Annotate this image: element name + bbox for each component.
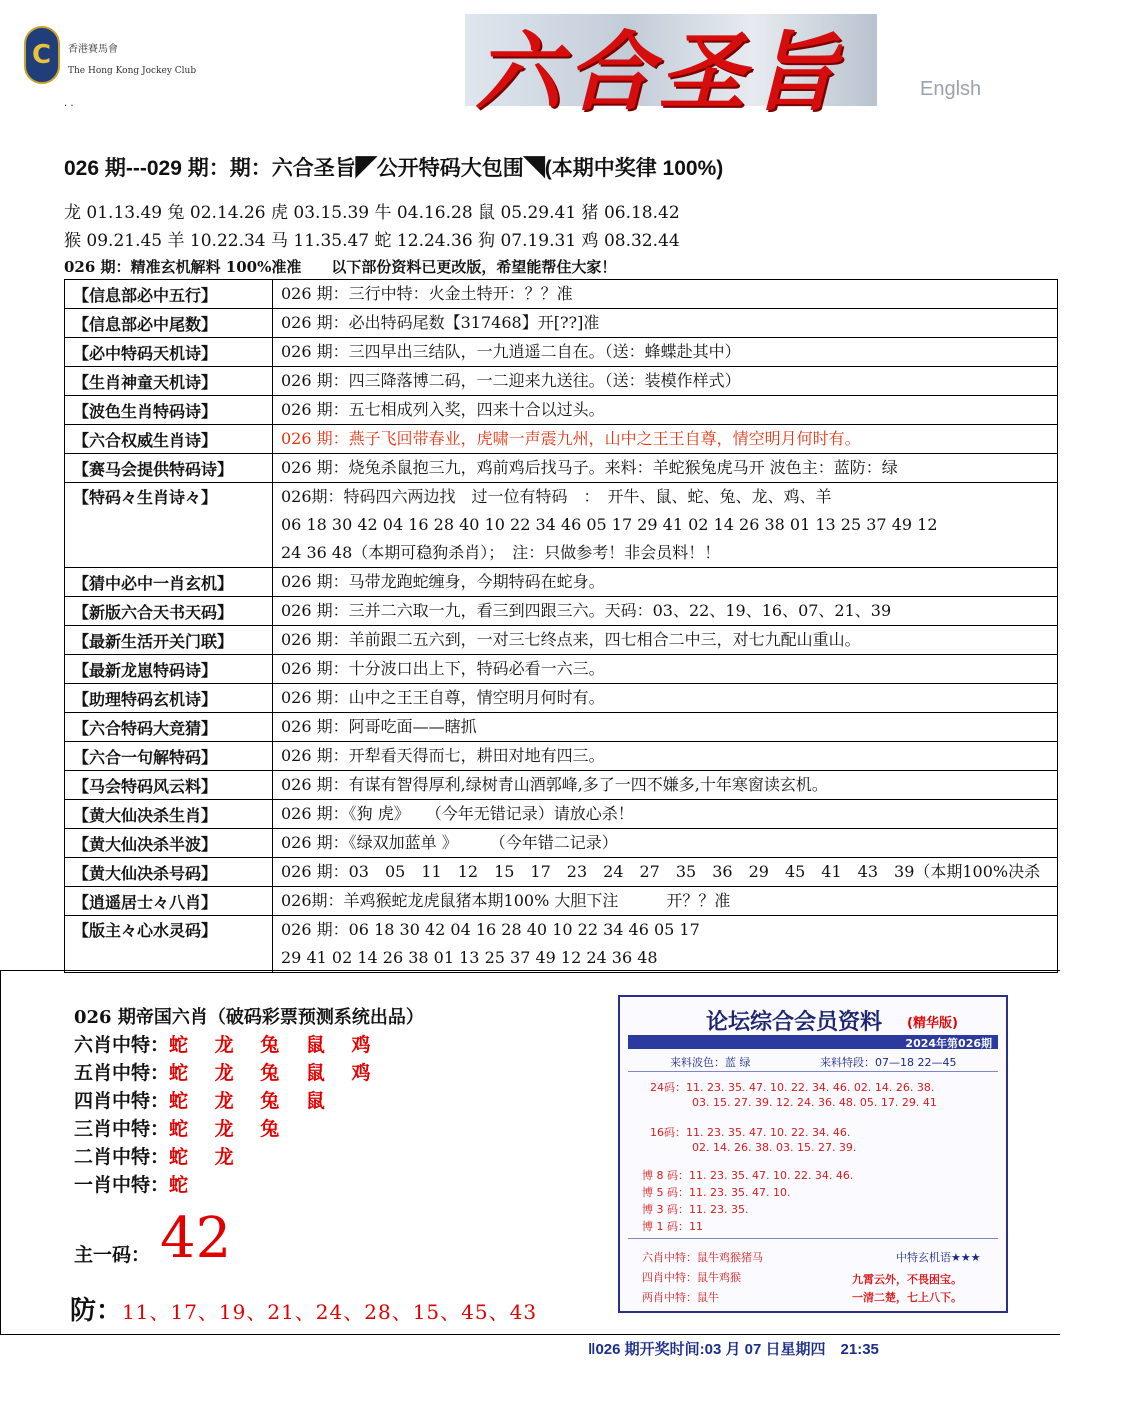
row-label: 【逍遥居士々八肖】	[65, 887, 273, 916]
card-title: 论坛综合会员资料	[706, 1010, 883, 1035]
row-content-line: 06 18 30 42 04 16 28 40 10 22 34 46 05 17 29 41 02 14 26 38 01 13 25 37 49 12	[281, 515, 938, 534]
main-number-label: 主一码：	[74, 1244, 151, 1266]
card-divider	[628, 1238, 998, 1239]
row-label: 【赛马会提供特码诗】	[65, 454, 273, 483]
card-16-a	[650, 1124, 850, 1140]
six-row-value: 蛇 龙	[169, 1146, 244, 1168]
six-row	[74, 1058, 380, 1085]
row-label: 【版主々心水灵码】	[65, 916, 273, 973]
row-content: 026 期：山中之王王自尊，情空明月何时有。	[273, 684, 1058, 713]
six-row-label: 四肖中特：	[74, 1090, 170, 1112]
six-zodiac-title: 026 期帝国六肖（破码彩票预测系统出品）	[74, 1007, 424, 1028]
six-row-value: 蛇 龙 兔 鼠 鸡	[169, 1034, 381, 1056]
row-content: 026 期：马带龙跑蛇缠身，今期特码在蛇身。	[273, 568, 1058, 597]
card-divider	[628, 1071, 998, 1072]
row-label: 【黄大仙决杀生肖】	[65, 800, 273, 829]
row-content: 026 期：《狗 虎》 （今年无错记录）请放心杀！	[273, 800, 1058, 829]
row-content: 026 期：五七相成列入奖，四来十合以过头。	[273, 396, 1058, 425]
row-label: 【六合特码大竞猜】	[65, 713, 273, 742]
table-row	[65, 916, 1058, 973]
card-24-a	[650, 1079, 934, 1095]
table-row	[65, 338, 1058, 367]
card-six	[642, 1249, 763, 1265]
table-row	[65, 858, 1058, 887]
table-row	[65, 597, 1058, 626]
table-row	[65, 742, 1058, 771]
row-content: 026 期：三四早出三结队，一九逍遥二自在。（送：蜂蝶赴其中）	[273, 338, 1058, 367]
card-b8	[642, 1167, 853, 1183]
card-16-b-text: 02. 14. 26. 38. 03. 15. 27. 39.	[692, 1141, 857, 1154]
card-poem-2	[852, 1289, 962, 1305]
row-content: 026 期：必出特码尾数【317468】开[??]准	[273, 309, 1058, 338]
card-two	[642, 1289, 719, 1305]
page-headline: 026 期---029 期：期：六合圣旨◤公开特码大包围◥(本期中奖律 100%)	[64, 157, 724, 180]
row-content: 026 期：03 05 11 12 15 17 23 24 27 35 36 29 45 41 43 39（本期100%决杀	[273, 858, 1058, 887]
table-row	[65, 800, 1058, 829]
card-16-b	[692, 1141, 856, 1154]
card-b1	[642, 1218, 703, 1234]
six-row-label: 二肖中特：	[74, 1146, 170, 1168]
row-content-line: 24 36 48（本期可稳狗杀肖）； 注：只做参考！非会员料！！	[281, 543, 721, 562]
table-row	[65, 626, 1058, 655]
banner-title: 六合圣旨	[475, 22, 843, 123]
guard-numbers	[70, 1290, 537, 1327]
row-label: 【信息部必中五行】	[65, 280, 273, 309]
row-label: 【生肖神童天机诗】	[65, 367, 273, 396]
row-label: 【特码々生肖诗々】	[65, 483, 273, 568]
six-row-label: 六肖中特：	[74, 1034, 170, 1056]
card-b1-text: 博 1 码：11	[642, 1220, 703, 1233]
table-row	[65, 367, 1058, 396]
card-xuanji-text: 中特玄机语★★★	[896, 1251, 981, 1264]
row-label: 【新版六合天书天码】	[65, 597, 273, 626]
english-link[interactable]: Englsh	[920, 78, 982, 100]
row-label: 【猜中必中一肖玄机】	[65, 568, 273, 597]
card-four	[642, 1269, 741, 1285]
card-xuanji	[896, 1249, 981, 1265]
row-content-line: 026期：特码四六两边找 过一位有特码 ： 开牛、鼠、蛇、兔、龙、鸡、羊	[281, 487, 832, 506]
card-poem-1	[852, 1271, 962, 1287]
table-row	[65, 684, 1058, 713]
row-content	[273, 483, 1058, 568]
row-label: 【六合权威生肖诗】	[65, 425, 273, 454]
row-content: 026 期：三并二六取一九，看三到四跟三六。天码：03、22、19、16、07、21、39	[273, 597, 1058, 626]
guard-label: 防：	[70, 1296, 123, 1326]
row-content-line: 026 期：06 18 30 42 04 16 28 40 10 22 34 46 05 17	[281, 920, 700, 939]
table-row	[65, 454, 1058, 483]
row-label: 【信息部必中尾数】	[65, 309, 273, 338]
card-special-text: 来料特段：07—18 22—45	[820, 1056, 957, 1069]
six-row	[74, 1142, 244, 1169]
draw-time: ‖026 期开奖时间:03 月 07 日星期四 21:35	[588, 1341, 879, 1358]
row-label: 【助理特码玄机诗】	[65, 684, 273, 713]
row-content	[273, 916, 1058, 973]
row-content: 026 期：开犁看天得而七，耕田对地有四三。	[273, 742, 1058, 771]
row-content: 026 期：燕子飞回带春业，虎啸一声震九州，山中之王王自尊，情空明月何时有。	[273, 425, 1058, 454]
card-poem-2-text: 一清二楚，七上八下。	[852, 1291, 962, 1304]
table-row	[65, 280, 1058, 309]
six-row-label: 三肖中特：	[74, 1118, 170, 1140]
table-row	[65, 713, 1058, 742]
logo-chinese-name: 香港賽馬會	[68, 44, 118, 55]
card-24-b	[692, 1096, 937, 1109]
jockey-club-logo	[24, 24, 204, 94]
zodiac-line-2: 猴 09.21.45 羊 10.22.34 马 11.35.47 蛇 12.24.36 狗 07.19.31 鸡 08.32.44	[64, 231, 680, 251]
card-b3	[642, 1201, 748, 1217]
table-row	[65, 771, 1058, 800]
table-row	[65, 396, 1058, 425]
row-content: 026 期：十分波口出上下，特码必看一六三。	[273, 655, 1058, 684]
row-content: 026 期：阿哥吃面——瞎抓	[273, 713, 1058, 742]
table-row	[65, 425, 1058, 454]
card-b8-text: 博 8 码：11. 23. 35. 47. 10. 22. 34. 46.	[642, 1169, 854, 1182]
row-label: 【必中特码天机诗】	[65, 338, 273, 367]
six-row	[74, 1114, 289, 1141]
card-16-a-text: 16码：11. 23. 35. 47. 10. 22. 34. 46.	[650, 1126, 851, 1139]
guard-value: 11、17、19、21、24、28、15、45、43	[122, 1300, 538, 1324]
six-row-value: 蛇 龙 兔	[169, 1118, 290, 1140]
row-label: 【黄大仙决杀号码】	[65, 858, 273, 887]
card-badge: (精华版)	[907, 1016, 958, 1031]
six-row-value: 蛇 龙 兔 鼠	[169, 1090, 335, 1112]
jockey-club-emblem-icon	[24, 26, 60, 84]
six-row	[74, 1030, 380, 1057]
bottom-divider	[0, 1334, 1060, 1335]
table-row	[65, 655, 1058, 684]
row-label: 【六合一句解特码】	[65, 742, 273, 771]
table-row	[65, 483, 1058, 568]
six-row	[74, 1086, 335, 1113]
card-six-text: 六肖中特：鼠牛鸡猴猪马	[642, 1251, 763, 1264]
main-number-value: 42	[160, 1206, 232, 1271]
row-content: 026 期：四三降落博二码，一二迎来九送往。（送：装模作样式）	[273, 367, 1058, 396]
row-content: 026 期：《绿双加蓝单 》 （今年错二记录）	[273, 829, 1058, 858]
six-row-value: 蛇	[169, 1174, 199, 1196]
row-content: 026 期：三行中特：火金土特开：？？准	[273, 280, 1058, 309]
row-content: 026 期：烧兔杀鼠抱三九，鸡前鸡后找马子。来料：羊蛇猴兔虎马开 波色主：蓝防：绿	[273, 454, 1058, 483]
row-label: 【波色生肖特码诗】	[65, 396, 273, 425]
row-label: 【黄大仙决杀半波】	[65, 829, 273, 858]
card-wave-text: 来料波色：蓝 绿	[670, 1056, 751, 1069]
card-b5	[642, 1184, 790, 1200]
six-row	[74, 1170, 198, 1197]
zodiac-line-1: 龙 01.13.49 兔 02.14.26 虎 03.15.39 牛 04.16.28 鼠 05.29.41 猪 06.18.42	[64, 203, 680, 223]
row-label: 【马会特码风云料】	[65, 771, 273, 800]
card-b3-text: 博 3 码：11. 23. 35.	[642, 1203, 749, 1216]
card-four-text: 四肖中特：鼠牛鸡猴	[642, 1271, 741, 1284]
forum-member-card	[618, 995, 1008, 1313]
six-row-value: 蛇 龙 兔 鼠 鸡	[169, 1062, 381, 1084]
row-content: 026 期：有谋有智得厚利,绿树青山酒郭峰,多了一四不嫌多,十年寒窗读玄机。	[273, 771, 1058, 800]
table-row	[65, 887, 1058, 916]
card-poem-1-text: 九霄云外，不畏困宝。	[852, 1273, 962, 1286]
six-row-label: 五肖中特：	[74, 1062, 170, 1084]
card-issue: 2024年第026期	[905, 1037, 992, 1050]
card-b5-text: 博 5 码：11. 23. 35. 47. 10.	[642, 1186, 791, 1199]
six-row-label: 一肖中特：	[74, 1174, 170, 1196]
table-row	[65, 309, 1058, 338]
row-content: 026 期：羊前跟二五六到，一对三七终点来，四七相合二中三，对七九配山重山。	[273, 626, 1058, 655]
intro-note: 026 期：精准玄机解料 100%准准 以下部份资料已更改版，希望能帮住大家！	[64, 258, 617, 276]
dots: . .	[64, 98, 74, 109]
table-row	[65, 568, 1058, 597]
row-content-line: 29 41 02 14 26 38 01 13 25 37 49 12 24 36 48	[281, 948, 658, 967]
card-wave	[670, 1054, 751, 1070]
table-row	[65, 829, 1058, 858]
row-label: 【最新龙崽特码诗】	[65, 655, 273, 684]
card-two-text: 两肖中特：鼠牛	[642, 1291, 719, 1304]
card-special	[820, 1054, 957, 1070]
row-content: 026期：羊鸡猴蛇龙虎鼠猪本期100% 大胆下注 开？？准	[273, 887, 1058, 916]
card-24-b-text: 03. 15. 27. 39. 12. 24. 36. 48. 05. 17. 29. 41	[692, 1096, 937, 1109]
row-label: 【最新生活开关门联】	[65, 626, 273, 655]
prediction-table	[64, 279, 1058, 973]
logo-english-name: The Hong Kong Jockey Club	[68, 66, 197, 76]
card-24-a-text: 24码：11. 23. 35. 47. 10. 22. 34. 46. 02. 14. 26. 38.	[650, 1081, 935, 1094]
